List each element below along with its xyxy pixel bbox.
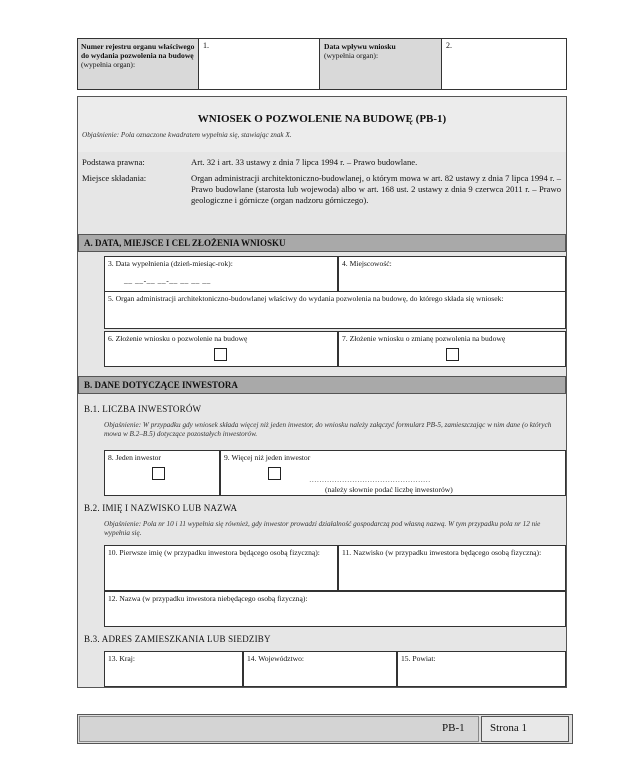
voivodeship-field[interactable]: 14. Województwo: <box>243 651 397 687</box>
section-b2-title: B.2. IMIĘ I NAZWISKO LUB NAZWA <box>84 503 238 513</box>
permit-change-option: 7. Złożenie wniosku o zmianę pozwolenia na budowę <box>338 331 566 367</box>
multiple-investors-option: 9. Więcej niż jeden inwestor ………………………………………… (należy słownie podać liczbę inwestorów) <box>220 450 566 496</box>
page-number: Strona 1 <box>490 722 527 734</box>
fill-date-field[interactable]: 3. Data wypełnienia (dzień-miesiąc-rok): __ __-__ __-__ __ __ __ <box>104 256 338 292</box>
legal-basis-label: Podstawa prawna: <box>82 157 145 167</box>
single-investor-option: 8. Jeden inwestor <box>104 450 220 496</box>
section-b1-title: B.1. LICZBA INWESTORÓW <box>84 404 202 414</box>
section-b3-title: B.3. ADRES ZAMIESZKANIA LUB SIEDZIBY <box>84 634 271 644</box>
page-number-box <box>481 716 569 742</box>
date-received-label: Data wpływu wniosku (wypełnia organ): <box>324 42 396 60</box>
single-investor-checkbox[interactable] <box>152 467 165 480</box>
section-b-header: B. DANE DOTYCZĄCE INWESTORA <box>78 376 566 394</box>
date-received-field[interactable]: 2. <box>441 38 567 90</box>
form-code: PB-1 <box>442 722 465 734</box>
country-field[interactable]: 13. Kraj: <box>104 651 243 687</box>
section-b2-note: Objaśnienie: Pola nr 10 i 11 wypełnia się również, gdy inwestor prowadzi działalność gospodarczą pod własną nazwą. W tym przypadku pola nr 12 nie wypełnia się. <box>104 520 541 537</box>
county-field[interactable]: 15. Powiat: <box>397 651 566 687</box>
title-explanation: Objaśnienie: Pola oznaczone kwadratem wypełnia się, stawiając znak X. <box>82 131 292 139</box>
permit-application-option: 6. Złożenie wniosku o pozwolenie na budowę <box>104 331 338 367</box>
permit-change-checkbox[interactable] <box>446 348 459 361</box>
authority-field[interactable]: 5. Organ administracji architektoniczno-budowlanej właściwy do wydania pozwolenia na budowę, do którego składa się wniosek: <box>104 291 566 329</box>
entity-name-field[interactable]: 12. Nazwa (w przypadku inwestora niebędącego osobą fizyczną): <box>104 591 566 627</box>
first-name-field[interactable]: 10. Pierwsze imię (w przypadku inwestora będącego osobą fizyczną): <box>104 545 338 591</box>
permit-application-checkbox[interactable] <box>214 348 227 361</box>
section-a-header: A. DATA, MIEJSCE I CEL ZŁOŻENIA WNIOSKU <box>78 234 566 252</box>
submission-place-label: Miejsce składania: <box>82 173 147 183</box>
submission-place-text: Organ administracji architektoniczno-budowlanej, o którym mowa w art. 82 ustawy z dnia 7 lipca 1994 r. – Prawo budowlane (starosta lub wojewoda) albo w art. 168 ust. 2 ustawy z dnia 9 czerwca 2011 r. – Prawo geologiczne i górnicze (organ nadzoru górniczego). <box>191 173 561 205</box>
registry-label: Numer rejestru organu właściwego do wydania pozwolenia na budowę (wypełnia organ): <box>81 42 195 69</box>
multiple-investors-checkbox[interactable] <box>268 467 281 480</box>
surname-field[interactable]: 11. Nazwisko (w przypadku inwestora będącego osobą fizyczną): <box>338 545 566 591</box>
form-title: WNIOSEK O POZWOLENIE NA BUDOWĘ (PB-1) <box>197 113 447 125</box>
registry-number-field[interactable]: 1. <box>198 38 320 90</box>
legal-basis-text: Art. 32 i art. 33 ustawy z dnia 7 lipca 1994 r. – Prawo budowlane. <box>191 157 418 167</box>
section-b1-note: Objaśnienie: W przypadku gdy wniosek składa więcej niż jeden inwestor, do wniosku należy załączyć formularz PB-5, zamieszczając w nim dane (o których mowa w B.2–B.5) dotyczące pozostałych inwestorów. <box>104 421 552 438</box>
footer-inner <box>79 716 479 742</box>
locality-field[interactable]: 4. Miejscowość: <box>338 256 566 292</box>
